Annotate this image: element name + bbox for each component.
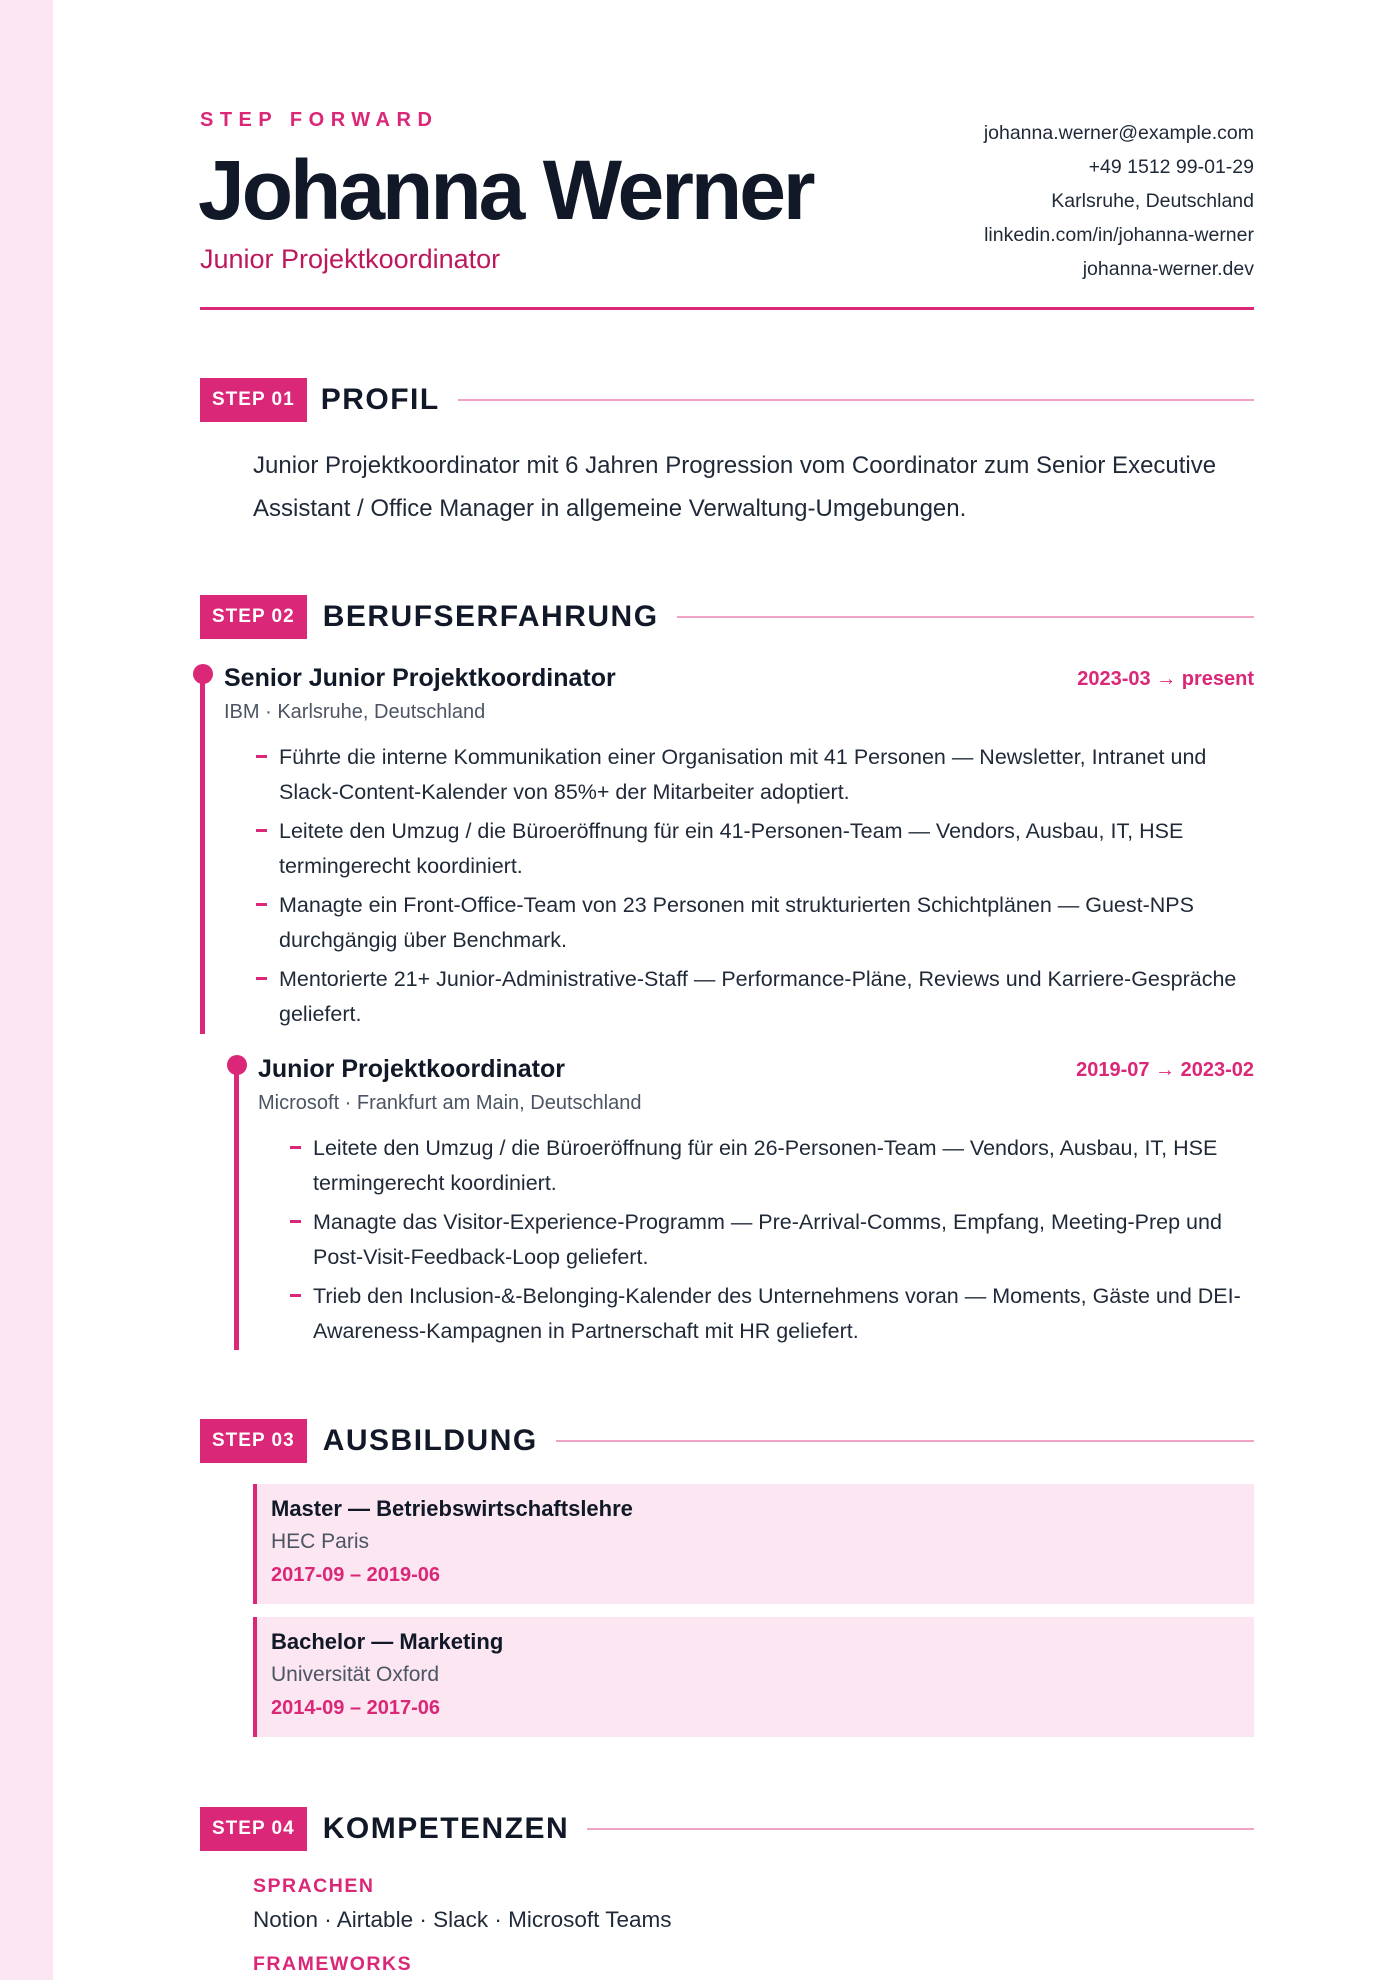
bullet-text: Leitete den Umzug / die Büroeröffnung für ein 26-Personen-Team — Vendors, Ausbau, IT, HSE termingerecht koordiniert. (313, 1136, 1218, 1195)
timeline-dot (227, 1055, 247, 1075)
step-badge: STEP 03 (200, 1419, 307, 1463)
dash-bullet-icon (290, 1146, 301, 1149)
section-header-education (200, 1419, 1254, 1463)
education-degree: Bachelor — Marketing (271, 1629, 504, 1654)
skill-category: FRAMEWORKS (253, 1953, 413, 1975)
job-bullets (290, 1131, 1254, 1353)
experience-entry (234, 1055, 1254, 1350)
education-entry (253, 1617, 1254, 1737)
dash-bullet-icon (256, 903, 267, 906)
contact-block (984, 116, 1254, 286)
header-divider (200, 307, 1254, 310)
section-divider (556, 1440, 1254, 1442)
section-divider (458, 399, 1254, 401)
education-dates: 2014-09 – 2017-06 (271, 1697, 441, 1719)
section-header-skills (200, 1807, 1254, 1851)
profile-summary: Junior Projektkoordinator mit 6 Jahren Progression vom Coordinator zum Senior Executive Assistant / Office Manager in allgemeine Verwaltung-Umgebungen. (253, 452, 1217, 522)
bullet-text: Leitete den Umzug / die Büroeröffnung für ein 41-Personen-Team — Vendors, Ausbau, IT, HSE termingerecht koordiniert. (279, 819, 1184, 878)
contact-email[interactable]: johanna.werner@example.com (983, 122, 1254, 144)
candidate-name: Johanna Werner (198, 143, 813, 237)
timeline-rail (200, 674, 205, 1034)
job-dates: 2019-07 → 2023-02 (1076, 1059, 1254, 1081)
job-dates: 2023-03 → present (1077, 668, 1254, 690)
bullet-text: Managte das Visitor-Experience-Programm — Pre-Arrival-Comms, Empfang, Meeting-Prep und Post-Visit-Feedback-Loop geliefert. (313, 1210, 1222, 1269)
bullet-text: Führte die interne Kommunikation einer Organisation mit 41 Personen — Newsletter, Intranet und Slack-Content-Kalender von 85%+ der Mitarbeiter adoptiert. (279, 745, 1207, 804)
contact-phone[interactable]: +49 1512 99-01-29 (1088, 156, 1254, 178)
education-degree: Master — Betriebswirtschaftslehre (271, 1496, 633, 1521)
experience-entry (200, 664, 1254, 1034)
skill-category: SPRACHEN (253, 1875, 375, 1897)
contact-website[interactable]: johanna-werner.dev (1082, 258, 1254, 280)
list-item (256, 888, 1254, 958)
timeline-dot (193, 664, 213, 684)
education-school: HEC Paris (271, 1530, 370, 1553)
list-item (256, 962, 1254, 1032)
dash-bullet-icon (256, 755, 267, 758)
timeline-rail (234, 1065, 239, 1350)
job-company: Microsoft · Frankfurt am Main, Deutschland (258, 1092, 642, 1114)
contact-location: Karlsruhe, Deutschland (1051, 190, 1254, 212)
dash-bullet-icon (290, 1220, 301, 1223)
education-dates: 2017-09 – 2019-06 (271, 1564, 441, 1586)
education-entry (253, 1484, 1254, 1604)
section-header-experience (200, 595, 1254, 639)
bullet-text: Managte ein Front-Office-Team von 23 Personen mit strukturierten Schichtplänen — Guest-NPS durchgängig über Benchmark. (279, 893, 1194, 952)
bullet-text: Trieb den Inclusion-&-Belonging-Kalender des Unternehmens voran — Moments, Gäste und DEI-Awareness-Kampagnen in Partnerschaft mit HR geliefert. (313, 1284, 1241, 1343)
section-title: PROFIL (320, 383, 440, 416)
list-item (290, 1205, 1254, 1275)
dash-bullet-icon (256, 977, 267, 980)
step-badge: STEP 04 (200, 1807, 307, 1851)
section-header-profile (200, 378, 1254, 422)
job-title: Senior Junior Projektkoordinator (224, 664, 616, 692)
list-item (256, 814, 1254, 884)
decorative-side-band (0, 0, 53, 1980)
section-title: AUSBILDUNG (322, 1424, 538, 1457)
step-badge: STEP 01 (200, 378, 307, 422)
list-item (290, 1131, 1254, 1201)
contact-linkedin[interactable]: linkedin.com/in/johanna-werner (984, 224, 1254, 246)
skill-items: Notion · Airtable · Slack · Microsoft Teams (253, 1907, 672, 1932)
section-divider (677, 616, 1254, 618)
list-item (290, 1279, 1254, 1349)
job-title: Junior Projektkoordinator (258, 1055, 565, 1083)
section-divider (587, 1828, 1254, 1830)
job-bullets (256, 740, 1254, 1036)
candidate-role: Junior Projektkoordinator (200, 244, 501, 274)
bullet-text: Mentorierte 21+ Junior-Administrative-Staff — Performance-Pläne, Reviews und Karriere-Gespräche geliefert. (279, 967, 1237, 1026)
job-company: IBM · Karlsruhe, Deutschland (224, 701, 486, 723)
step-badge: STEP 02 (200, 595, 307, 639)
section-title: BERUFSERFAHRUNG (322, 600, 659, 633)
education-school: Universität Oxford (271, 1663, 440, 1686)
list-item (256, 740, 1254, 810)
section-title: KOMPETENZEN (322, 1812, 570, 1845)
dash-bullet-icon (290, 1294, 301, 1297)
dash-bullet-icon (256, 829, 267, 832)
tagline: STEP FORWARD (200, 109, 439, 131)
